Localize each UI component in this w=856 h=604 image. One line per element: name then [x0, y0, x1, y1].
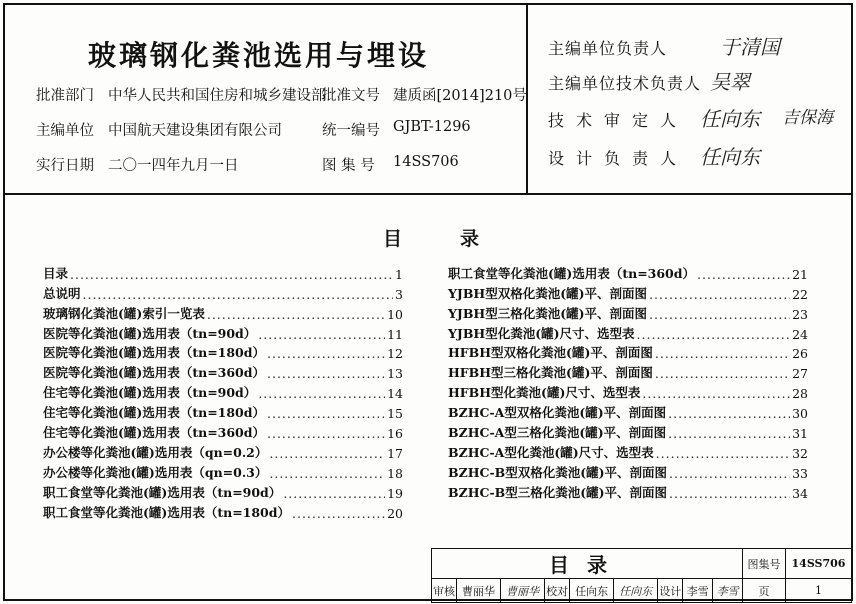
atlas-no-label: 图 集 号 [322, 158, 375, 174]
tech-chief-label: 主编单位技术负责人 [548, 74, 702, 93]
toc-entry-page: 24 [792, 326, 808, 342]
toc-entry-page: 32 [792, 445, 808, 461]
toc-leader-dots [637, 327, 791, 342]
toc-entry-page: 34 [792, 485, 808, 501]
toc-entry-page: 17 [387, 445, 403, 461]
toc-row [43, 342, 403, 362]
toc-entry-page: 1 [395, 266, 403, 282]
toc-row [43, 461, 403, 481]
toc-row [43, 282, 403, 302]
toc-entry-title: 办公楼等化粪池(罐)选用表（qn=0.3） [43, 464, 268, 480]
toc-row [448, 381, 808, 401]
review-label: 审核 [432, 579, 457, 603]
toc-entry-page: 18 [387, 465, 403, 481]
toc-leader-dots [668, 406, 790, 421]
toc-entry-page: 19 [387, 485, 403, 501]
design-label: 设计 [658, 579, 683, 603]
toc-entry-title: 总说明 [43, 285, 81, 301]
toc-entry-page: 28 [792, 386, 808, 402]
toc-row [448, 461, 808, 481]
approval-dept-label: 批准部门 [36, 88, 94, 104]
toc-leader-dots [649, 307, 790, 322]
title-block-atlas-value: 14SS706 [786, 549, 852, 579]
toc-entry-title: 医院等化粪池(罐)选用表（tn=90d） [43, 325, 257, 341]
toc-leader-dots [267, 406, 385, 421]
designer-signature: 任向东 [700, 145, 760, 169]
toc-right-column [448, 262, 808, 501]
toc-entry-page: 12 [387, 346, 403, 362]
toc-entry-page: 33 [792, 465, 808, 481]
reviewer-label: 技术审定人 [548, 111, 689, 130]
reviewer-signature-2: 吉保海 [782, 108, 833, 128]
toc-leader-dots [655, 366, 790, 381]
toc-row [43, 262, 403, 282]
atlas-no-value: 14SS706 [393, 154, 459, 170]
toc-entry-page: 16 [387, 426, 403, 442]
approval-doc-label: 批准文号 [322, 88, 380, 104]
toc-row [43, 481, 403, 501]
toc-entry-page: 11 [387, 326, 403, 342]
review-name: 曹丽华 [457, 579, 501, 603]
toc-leader-dots [269, 446, 385, 461]
toc-leader-dots [649, 287, 790, 302]
toc-row [43, 421, 403, 441]
toc-leader-dots [70, 267, 393, 282]
document-title: 玻璃钢化粪池选用与埋设 [88, 39, 430, 72]
toc-entry-title: 玻璃钢化粪池(罐)索引一览表 [43, 305, 205, 321]
toc-entry-page: 30 [792, 406, 808, 422]
toc-leader-dots [258, 386, 385, 401]
toc-leader-dots [642, 386, 790, 401]
toc-entry-page: 26 [792, 346, 808, 362]
page-label: 页 [743, 579, 786, 603]
toc-entry-title: BZHC-A型化粪池(罐)尺寸、选型表 [448, 444, 654, 460]
toc-leader-dots [655, 346, 790, 361]
toc-leader-dots [267, 366, 385, 381]
tech-chief-signature: 吴翠 [710, 70, 750, 94]
toc-row [448, 342, 808, 362]
toc-entry-title: 办公楼等化粪池(罐)选用表（qn=0.2） [43, 444, 268, 460]
toc-leader-dots [267, 426, 385, 441]
toc-row [448, 322, 808, 342]
toc-row [448, 441, 808, 461]
toc-leader-dots [669, 466, 790, 481]
toc-entry-title: 住宅等化粪池(罐)选用表（tn=360d） [43, 425, 265, 441]
toc-row [43, 401, 403, 421]
toc-leader-dots [267, 346, 385, 361]
toc-entry-title: BZHC-B型三格化粪池(罐)平、剖面图 [448, 484, 668, 500]
toc-entry-page: 20 [387, 505, 403, 521]
toc-row [43, 361, 403, 381]
toc-entry-title: YJBH型化粪池(罐)尺寸、选型表 [448, 325, 635, 341]
toc-entry-title: HFBH型化粪池(罐)尺寸、选型表 [448, 385, 641, 401]
title-block [431, 548, 852, 603]
review-signature: 曹丽华 [501, 579, 545, 603]
toc-row [448, 282, 808, 302]
toc-leader-dots [269, 466, 385, 481]
toc-leader-dots [283, 486, 385, 501]
toc-leader-dots [292, 506, 385, 521]
toc-row [43, 381, 403, 401]
toc-entry-title: BZHC-A型双格化粪池(罐)平、剖面图 [448, 405, 667, 421]
toc-entry-title: 住宅等化粪池(罐)选用表（tn=180d） [43, 405, 265, 421]
toc-row [43, 302, 403, 322]
toc-entry-page: 15 [387, 406, 403, 422]
toc-row [448, 302, 808, 322]
effective-date-value: 二〇一四年九月一日 [108, 158, 239, 174]
toc-entry-title: HFBH型双格化粪池(罐)平、剖面图 [448, 345, 653, 361]
toc-leader-dots [207, 307, 385, 322]
toc-entry-title: HFBH型三格化粪池(罐)平、剖面图 [448, 365, 653, 381]
toc-row [43, 501, 403, 521]
toc-left-column [43, 262, 403, 521]
unified-no-value: GJBT-1296 [393, 119, 471, 135]
toc-entry-page: 31 [792, 426, 808, 442]
title-block-title: 目录 [432, 549, 743, 579]
toc-leader-dots [258, 327, 385, 342]
check-label: 校对 [545, 579, 570, 603]
toc-leader-dots [83, 287, 394, 302]
design-signature: 李雪 [713, 579, 743, 603]
toc-entry-title: BZHC-B型双格化粪池(罐)平、剖面图 [448, 464, 668, 480]
toc-entry-title: 住宅等化粪池(罐)选用表（tn=90d） [43, 385, 257, 401]
toc-entry-page: 14 [387, 386, 403, 402]
toc-entry-title: 职工食堂等化粪池(罐)选用表（tn=180d） [43, 504, 290, 520]
toc-heading: 目录 [383, 228, 538, 250]
toc-entry-title: 医院等化粪池(罐)选用表（tn=360d） [43, 365, 265, 381]
toc-entry-title: YJBH型三格化粪池(罐)平、剖面图 [448, 305, 648, 321]
toc-entry-title: 职工食堂等化粪池(罐)选用表（tn=90d） [43, 484, 282, 500]
toc-leader-dots [656, 446, 790, 461]
toc-entry-page: 10 [387, 306, 403, 322]
toc-entry-page: 3 [395, 286, 403, 302]
approval-dept-value: 中华人民共和国住房和城乡建设部 [108, 88, 326, 104]
toc-entry-page: 13 [387, 366, 403, 382]
designer-label: 设计负责人 [548, 149, 689, 168]
toc-row [448, 421, 808, 441]
unified-no-label: 统一编号 [322, 123, 380, 139]
check-name: 任向东 [570, 579, 614, 603]
toc-entry-title: 医院等化粪池(罐)选用表（tn=180d） [43, 345, 265, 361]
header-divider [3, 193, 853, 195]
toc-row [448, 262, 808, 282]
approval-doc-value: 建质函[2014]210号 [393, 88, 527, 104]
check-signature: 任向东 [614, 579, 658, 603]
toc-row [43, 441, 403, 461]
toc-row [43, 322, 403, 342]
toc-entry-page: 22 [792, 286, 808, 302]
effective-date-label: 实行日期 [36, 158, 94, 174]
page-value: 1 [786, 579, 852, 603]
toc-entry-page: 23 [792, 306, 808, 322]
chief-label: 主编单位负责人 [548, 39, 668, 58]
toc-entry-title: 职工食堂等化粪池(罐)选用表（tn=360d） [448, 265, 695, 281]
toc-leader-dots [669, 486, 790, 501]
toc-entry-title: 目录 [43, 265, 69, 281]
toc-entry-page: 21 [792, 266, 808, 282]
toc-row [448, 401, 808, 421]
chief-signature: 于清国 [720, 35, 780, 59]
design-name: 李雪 [683, 579, 713, 603]
toc-entry-page: 27 [792, 366, 808, 382]
toc-entry-title: YJBH型双格化粪池(罐)平、剖面图 [448, 285, 648, 301]
toc-leader-dots [697, 267, 790, 282]
toc-row [448, 361, 808, 381]
title-block-atlas-label: 图集号 [743, 549, 786, 579]
toc-row [448, 481, 808, 501]
reviewer-signature-1: 任向东 [700, 107, 760, 131]
editor-unit-label: 主编单位 [36, 123, 94, 139]
editor-unit-value: 中国航天建设集团有限公司 [108, 123, 282, 139]
toc-leader-dots [668, 426, 790, 441]
toc-entry-title: BZHC-A型三格化粪池(罐)平、剖面图 [448, 425, 667, 441]
